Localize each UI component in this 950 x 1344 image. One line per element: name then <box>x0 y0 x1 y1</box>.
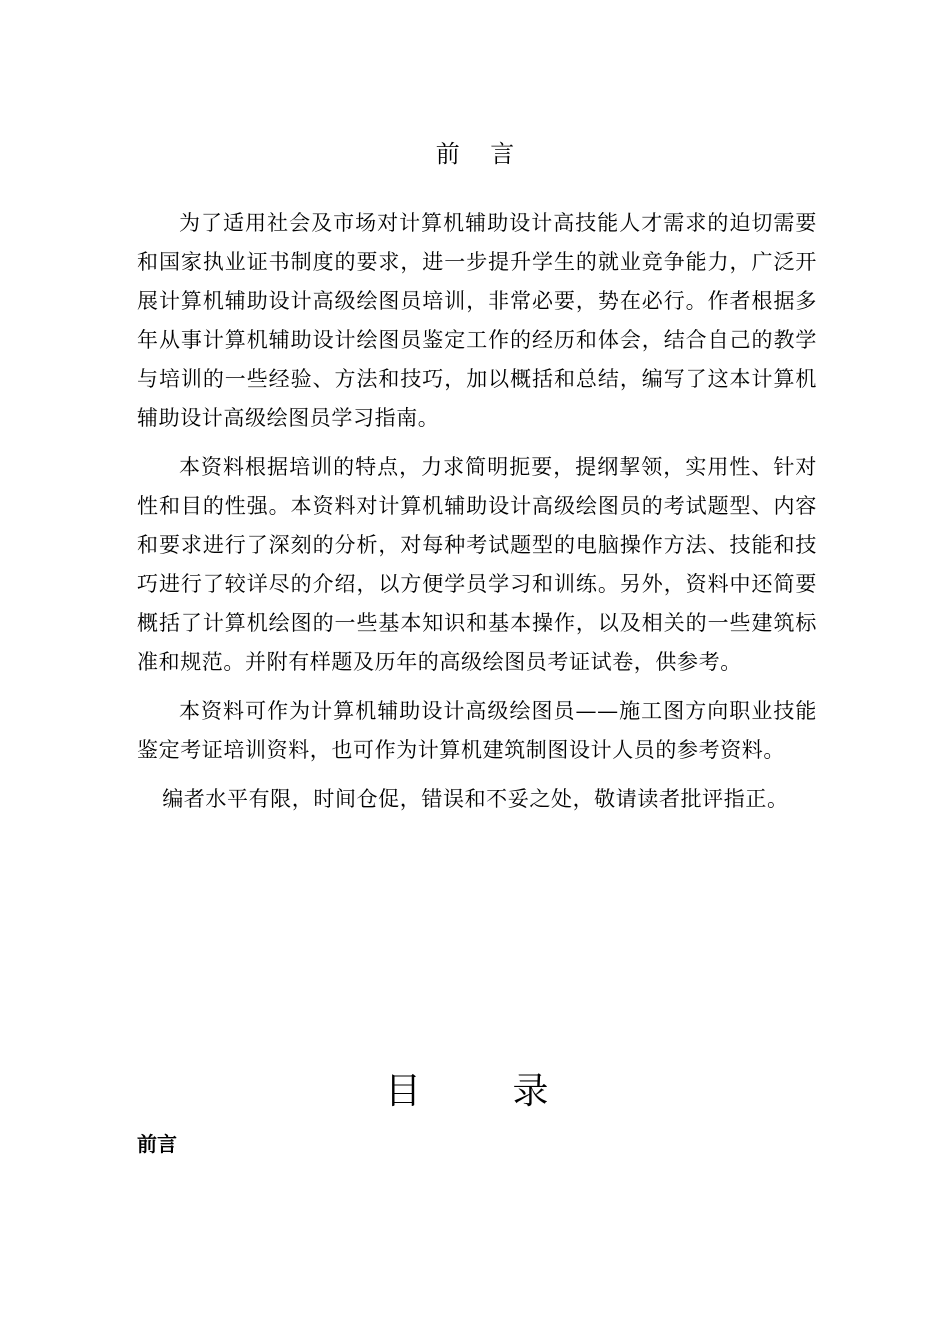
preface-title: 前 言 <box>435 140 515 168</box>
preface-paragraph-2: 本资料根据培训的特点，力求简明扼要，提纲挈领，实用性、针对性和目的性强。本资料对计算机辅助设计高级绘图员的考试题型、内容和要求进行了深刻的分析，对每种考试题型的电脑操作方法、技能和技巧进行了较详尽的介绍，以方便学员学习和训练。另外，资料中还简要概括了计算机绘图的一些基本知识和基本操作，以及相关的一些建筑标准和规范。并附有样题及历年的高级绘图员考证试卷，供参考。 <box>137 455 817 674</box>
preface-paragraph-1: 为了适用社会及市场对计算机辅助设计高技能人才需求的迫切需要和国家执业证书制度的要求，进一步提升学生的就业竞争能力，广泛开展计算机辅助设计高级绘图员培训，非常必要，势在必行。作者根据多年从事计算机辅助设计绘图员鉴定工作的经历和体会，结合自己的教学与培训的一些经验、方法和技巧，加以概括和总结，编写了这本计算机辅助设计高级绘图员学习指南。 <box>137 211 817 430</box>
preface-body <box>137 204 817 829</box>
toc-title: 目 录 <box>385 1071 549 1112</box>
preface-paragraph-3: 本资料可作为计算机辅助设计高级绘图员——施工图方向职业技能鉴定考证培训资料，也可作为计算机建筑制图设计人员的参考资料。 <box>137 699 817 762</box>
toc-item-preface[interactable]: 前言 <box>137 1132 177 1156</box>
preface-closing: 编者水平有限，时间仓促，错误和不妥之处，敬请读者批评指正。 <box>162 787 789 811</box>
